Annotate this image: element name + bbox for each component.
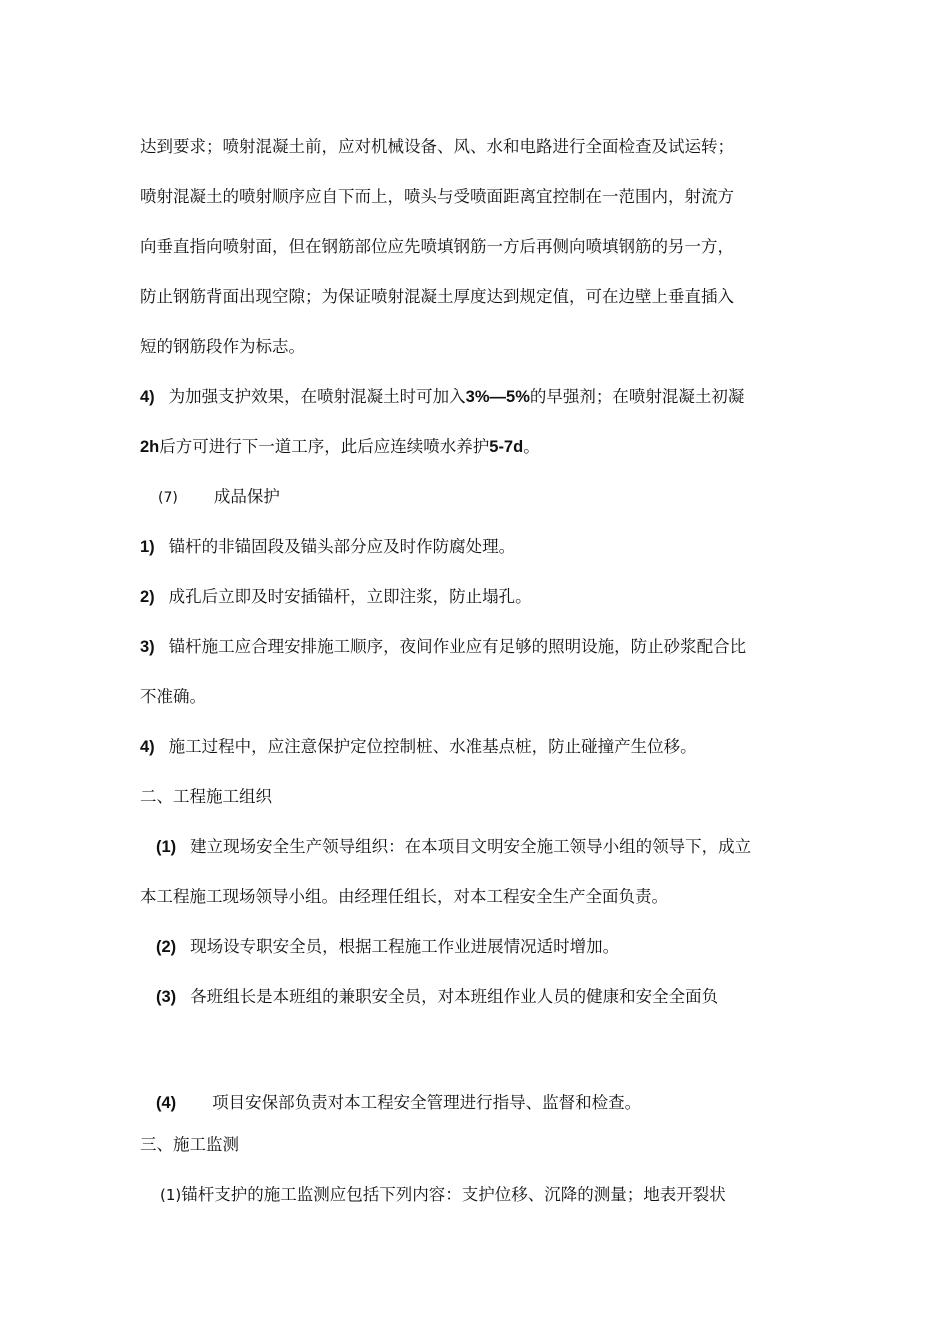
protect-item-4: [140, 736, 697, 758]
item-4-line-2: [140, 436, 540, 458]
hours-value: 2h: [140, 438, 160, 456]
org-item-4: [156, 1092, 641, 1114]
section-heading-2: 二、工程施工组织: [140, 787, 272, 806]
monitor-item-1: [160, 1184, 726, 1206]
item-number: (1): [156, 838, 177, 856]
item-number: 2): [140, 588, 155, 606]
item-text: 建立现场安全生产领导组织：在本项目文明安全施工领导小组的领导下，成立: [190, 837, 752, 856]
item-text: 。: [523, 437, 540, 456]
item-number: 4): [140, 388, 155, 406]
section-7-heading: [158, 486, 280, 509]
item-number: 4): [140, 738, 155, 756]
item-text: 锚杆支护的施工监测应包括下列内容：支护位移、沉降的测量；地表开裂状: [181, 1185, 726, 1204]
item-text: 项目安保部负责对本工程安全管理进行指导、监督和检查。: [212, 1093, 642, 1112]
item-number: 1): [140, 538, 155, 556]
item-text: 成孔后立即及时安插锚杆，立即注浆，防止塌孔。: [168, 587, 532, 606]
paragraph-line-2: 喷射混凝土的喷射顺序应自下而上，喷头与受喷面距离宜控制在一范围内，射流方: [140, 187, 734, 206]
section-number: (7): [158, 490, 178, 506]
item-text: 后方可进行下一道工序，此后应连续喷水养护: [159, 437, 490, 456]
item-number: 3): [140, 638, 155, 656]
section-title: 成品保护: [213, 487, 280, 506]
protect-item-2: [140, 586, 532, 608]
section-heading-3: 三、施工监测: [140, 1135, 239, 1154]
protect-item-3-continued: 不准确。: [140, 687, 206, 706]
item-text: 各班组长是本班组的兼职安全员，对本班组作业人员的健康和安全全面负: [190, 987, 719, 1006]
percentage-value: 3%—5%: [465, 388, 530, 406]
protect-item-3: [140, 636, 746, 658]
org-item-1-continued: 本工程施工现场领导小组。由经理任组长，对本工程安全生产全面负责。: [140, 887, 668, 906]
days-value: 5-7d: [489, 438, 524, 456]
org-item-2: [156, 936, 619, 958]
paragraph-line-3: 向垂直指向喷射面，但在钢筋部位应先喷填钢筋一方后再侧向喷填钢筋的另一方，: [140, 237, 734, 256]
item-text: 锚杆施工应合理安排施工顺序，夜间作业应有足够的照明设施，防止砂浆配合比: [168, 637, 747, 656]
item-number: (1): [160, 1186, 182, 1204]
item-number: (3): [156, 988, 177, 1006]
item-number: (2): [156, 938, 177, 956]
item-4-line-1: [140, 386, 744, 408]
item-text: 现场设专职安全员，根据工程施工作业进展情况适时增加。: [190, 937, 620, 956]
item-number: (4): [156, 1094, 177, 1112]
item-text: 锚杆的非锚固段及锚头部分应及时作防腐处理。: [168, 537, 516, 556]
org-item-3: [156, 986, 718, 1008]
protect-item-1: [140, 536, 515, 558]
item-text: 施工过程中，应注意保护定位控制桩、水准基点桩，防止碰撞产生位移。: [168, 737, 697, 756]
paragraph-line-1: 达到要求；喷射混凝土前，应对机械设备、风、水和电路进行全面检查及试运转；: [140, 137, 734, 156]
paragraph-line-4: 防止钢筋背面出现空隙；为保证喷射混凝土厚度达到规定值，可在边壁上垂直插入: [140, 287, 734, 306]
paragraph-line-5: 短的钢筋段作为标志。: [140, 337, 305, 356]
item-text: 的早强剂；在喷射混凝土初凝: [529, 387, 745, 406]
item-text: 为加强支护效果，在喷射混凝土时可加入: [168, 387, 466, 406]
org-item-1: [156, 836, 751, 858]
